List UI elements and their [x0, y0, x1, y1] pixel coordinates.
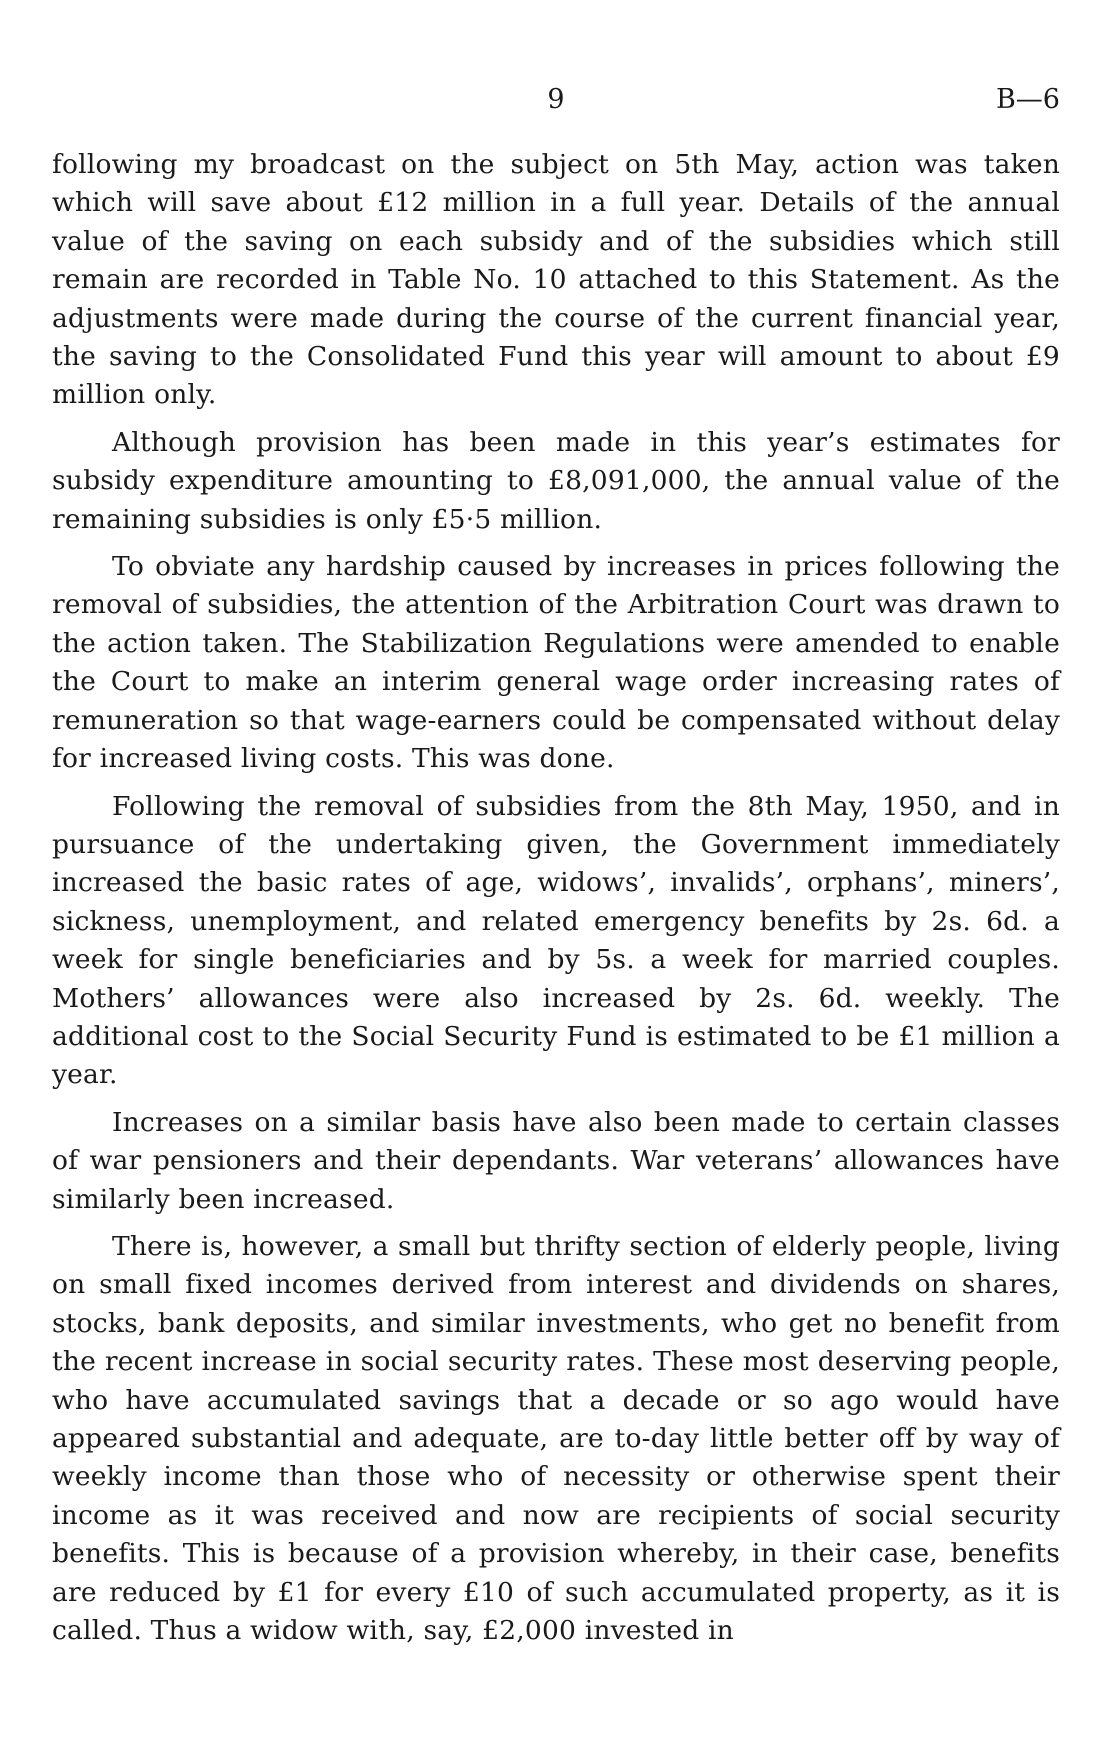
- document-page: [52, 0, 1060, 1753]
- paragraph-subsidy-expenditure: Although provision has been made in this year’s estimates for subsidy expenditure amounting to £8,091,000, the annual value of the remaining subsidies is only £5·5 million.: [52, 426, 1060, 535]
- paragraph-continuation: following my broadcast on the subject on 5th May, action was taken which will save about £12 million in a full year. Details of the annual value of the saving on each subsidy and of the subsidies which still remain are recorded in Table No. 10 attached to this Statement. As the adjustments were made during the course of the current financial year, the saving to the Consolidated Fund this year will amount to about £9 million only.: [52, 149, 1060, 411]
- body-text: [52, 146, 1060, 1659]
- document-reference: B—6: [995, 84, 1060, 115]
- paragraph-war-pensioners: Increases on a similar basis have also been made to certain classes of war pensioners and their dependants. War veterans’ allowances have similarly been increased.: [52, 1106, 1060, 1215]
- page-header: [52, 84, 1060, 124]
- page-number: 9: [547, 84, 565, 115]
- paragraph-benefit-increases: Following the removal of subsidies from the 8th May, 1950, and in pursuance of the undertaking given, the Government immediately increased the basic rates of age, widows’, invalids’, orphans’, miners’, sickness, unemployment, and related emergency benefits by 2s. 6d. a week for single beneficiaries and by 5s. a week for married couples. Mothers’ allowances were also increased by 2s. 6d. weekly. The additional cost to the Social Security Fund is estimated to be £1 million a year.: [52, 790, 1060, 1091]
- paragraph-elderly-savers: There is, however, a small but thrifty section of elderly people, living on small fixed incomes derived from interest and dividends on shares, stocks, bank deposits, and similar investments, who get no benefit from the recent increase in social security rates. These most deserving people, who have accumulated savings that a decade or so ago would have appeared substantial and adequate, are to-day little better off by way of weekly income than those who of necessity or otherwise spent their income as it was received and now are recipients of social security benefits. This is because of a provision whereby, in their case, benefits are reduced by £1 for every £10 of such accumulated property, as it is called. Thus a widow with, say, £2,000 invested in: [52, 1230, 1060, 1647]
- paragraph-hardship: To obviate any hardship caused by increases in prices following the removal of subsidies, the attention of the Arbitration Court was drawn to the action taken. The Stabilization Regulations were amended to enable the Court to make an interim general wage order increasing rates of remuneration so that wage-earners could be compensated without delay for increased living costs. This was done.: [52, 551, 1060, 775]
